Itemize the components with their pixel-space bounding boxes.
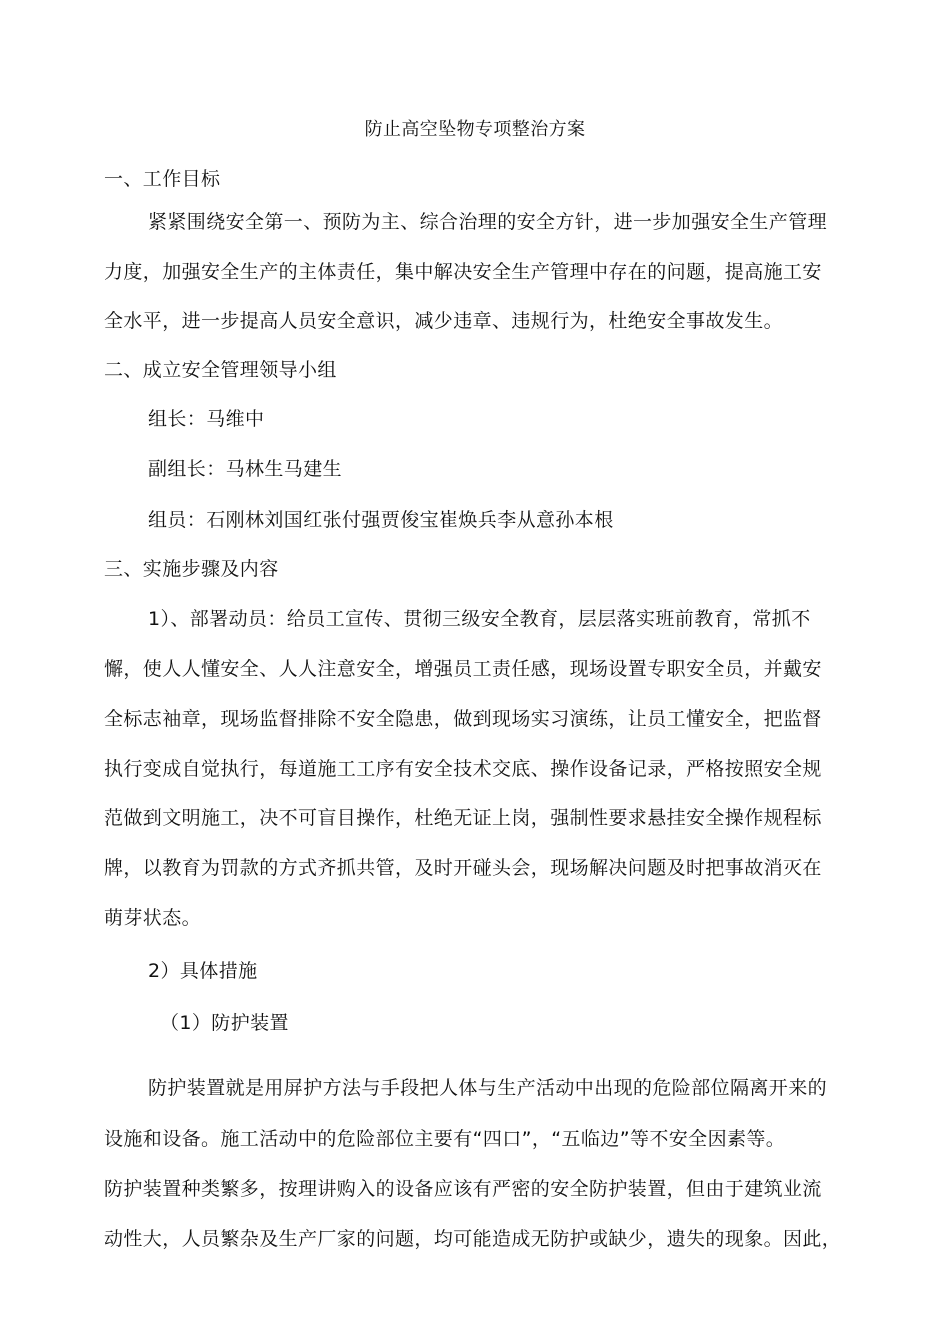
section-1-line-1: 紧紧围绕安全第一、预防为主、综合治理的安全方针，进一步加强安全生产管理	[148, 211, 828, 233]
sub-1-line-1: 防护装置就是用屏护方法与手段把人体与生产活动中出现的危险部位隔离开来的	[148, 1077, 828, 1099]
group-leader: 组长：马维中	[148, 408, 265, 430]
document-title: 防止高空坠物专项整治方案	[364, 119, 586, 140]
section-1-line-3: 全水平，进一步提高人员安全意识，减少违章、违规行为，杜绝安全事故发生。	[104, 310, 784, 332]
sub-1-heading: （1）防护装置	[160, 1012, 289, 1034]
sub-1-line-2: 设施和设备。施工活动中的危险部位主要有“四口”，“五临边”等不安全因素等。	[104, 1128, 786, 1150]
step-1-line-5: 范做到文明施工，决不可盲目操作，杜绝无证上岗，强制性要求悬挂安全操作规程标	[104, 807, 822, 829]
group-members: 组员：石刚林刘国红张付强贾俊宝崔焕兵李从意孙本根	[148, 509, 614, 531]
sub-1-line-4: 动性大，人员繁杂及生产厂家的问题，均可能造成无防护或缺少，遗失的现象。因此，	[104, 1228, 842, 1250]
section-3-heading: 三、实施步骤及内容	[104, 558, 279, 580]
step-1-line-3: 全标志袖章，现场监督排除不安全隐患，做到现场实习演练，让员工懂安全，把监督	[104, 708, 822, 730]
step-2-heading: 2）具体措施	[148, 960, 258, 982]
step-1-line-7: 萌芽状态。	[104, 907, 202, 929]
section-1-heading: 一、工作目标	[104, 168, 221, 190]
group-deputy: 副组长：马林生马建生	[148, 458, 343, 480]
step-1-line-4: 执行变成自觉执行，每道施工工序有安全技术交底、操作设备记录，严格按照安全规	[104, 758, 822, 780]
section-2-heading: 二、成立安全管理领导小组	[104, 359, 337, 381]
section-1-line-2: 力度，加强安全生产的主体责任，集中解决安全生产管理中存在的问题，提高施工安	[104, 261, 822, 283]
step-1-line-2: 懈，使人人懂安全、人人注意安全，增强员工责任感，现场设置专职安全员，并戴安	[104, 658, 822, 680]
sub-1-line-3: 防护装置种类繁多，按理讲购入的设备应该有严密的安全防护装置，但由于建筑业流	[104, 1178, 822, 1200]
step-1-line-6: 牌，以教育为罚款的方式齐抓共管，及时开碰头会，现场解决问题及时把事故消灭在	[104, 857, 822, 879]
step-1-line-1: 1）、部署动员：给员工宣传、贯彻三级安全教育，层层落实班前教育，常抓不	[148, 608, 811, 630]
